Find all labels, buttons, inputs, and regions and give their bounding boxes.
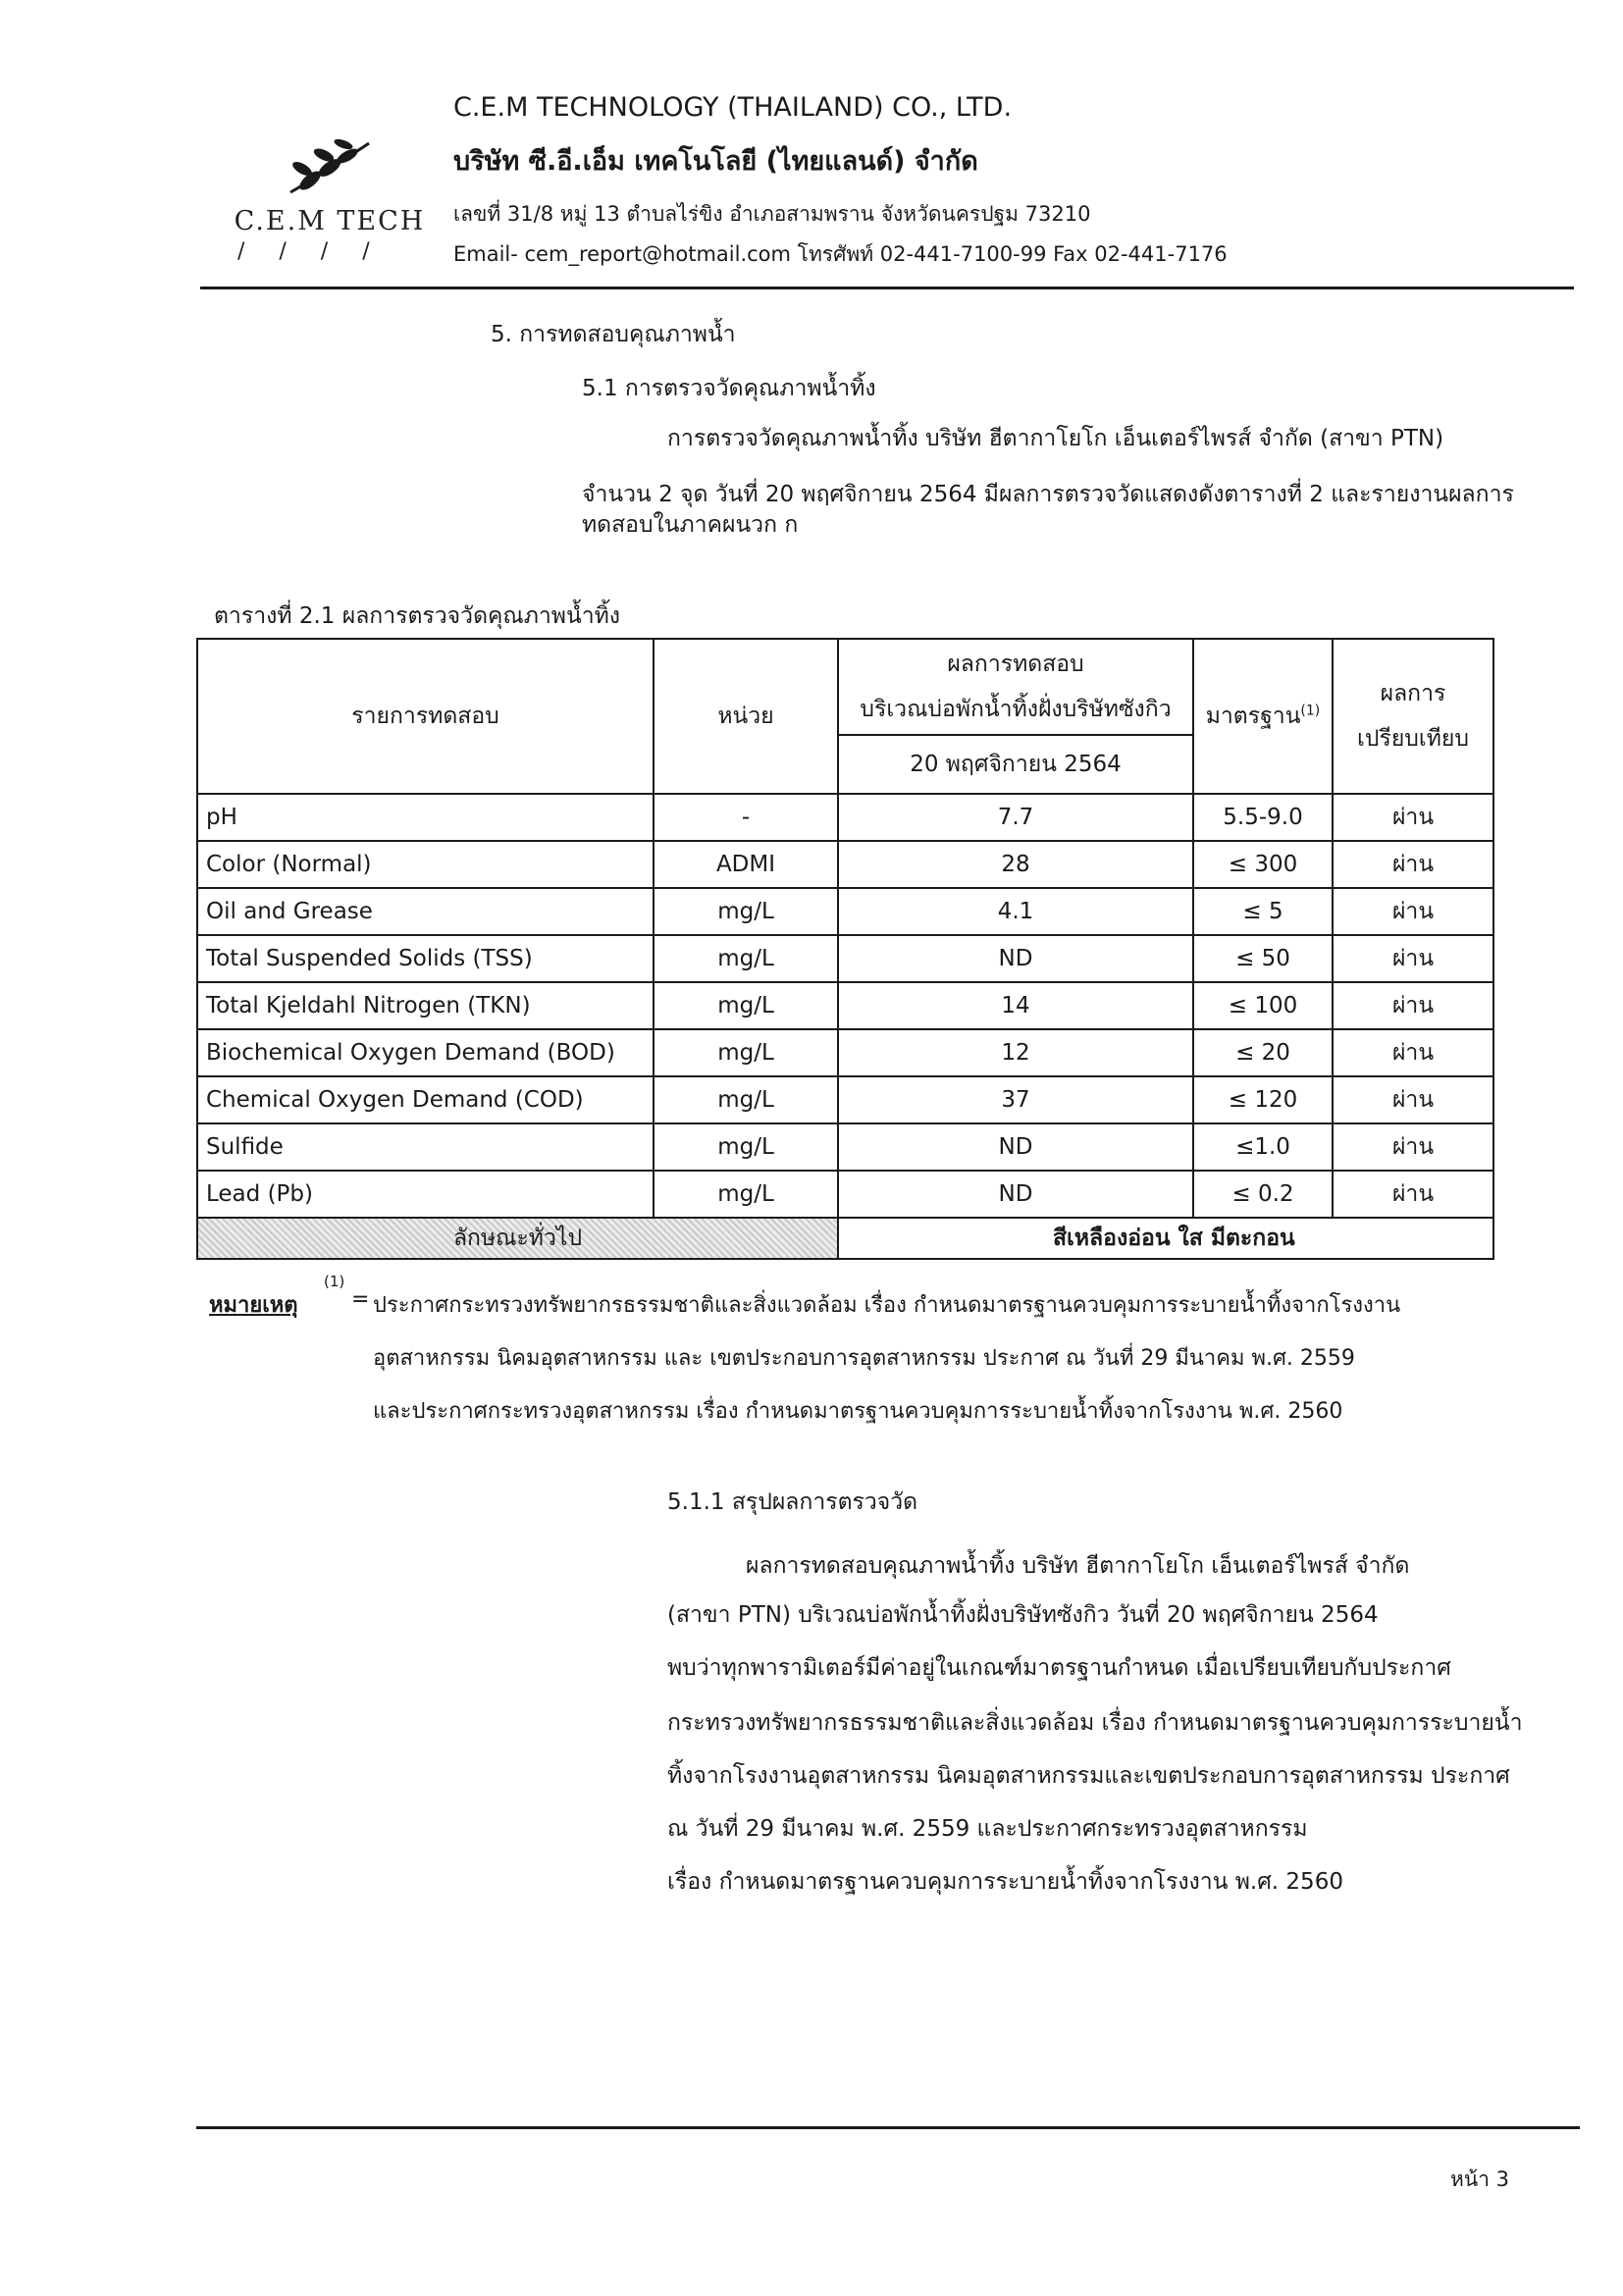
unit-cell: mg/L bbox=[654, 935, 838, 982]
unit-cell: mg/L bbox=[654, 1123, 838, 1171]
section-5-1-paragraph-line: ทดสอบในภาคผนวก ก bbox=[582, 512, 799, 538]
section-5-1-1-title: 5.1.1 สรุปผลการตรวจวัด bbox=[667, 1489, 918, 1515]
table-row bbox=[197, 841, 1493, 888]
header-unit: หน่วย bbox=[654, 639, 838, 794]
table-row bbox=[197, 1123, 1493, 1171]
section-5-title: 5. การทดสอบคุณภาพน้ำ bbox=[491, 322, 736, 347]
table-row bbox=[197, 1029, 1493, 1076]
company-contact: Email- cem_report@hotmail.com โทรศัพท์ 02-441-7100-99 Fax 02-441-7176 bbox=[453, 242, 1228, 266]
compare-cell: ผ่าน bbox=[1333, 888, 1493, 935]
result-cell: 7.7 bbox=[838, 794, 1193, 841]
result-cell: ND bbox=[838, 1171, 1193, 1218]
standard-cell: 5.5-9.0 bbox=[1193, 794, 1333, 841]
unit-cell: mg/L bbox=[654, 982, 838, 1029]
header-standard: มาตรฐาน$^{(1)}$ bbox=[1193, 639, 1333, 794]
appearance-value: สีเหลืองอ่อน ใส มีตะกอน bbox=[838, 1218, 1493, 1259]
unit-cell: mg/L bbox=[654, 1029, 838, 1076]
result-cell: ND bbox=[838, 935, 1193, 982]
standard-cell: ≤ 100 bbox=[1193, 982, 1333, 1029]
company-logo bbox=[232, 135, 428, 263]
table-row bbox=[197, 794, 1493, 841]
page-number: หน้า 3 bbox=[1450, 2167, 1510, 2191]
table-row bbox=[197, 935, 1493, 982]
compare-cell: ผ่าน bbox=[1333, 841, 1493, 888]
test-item-cell: Lead (Pb) bbox=[197, 1171, 654, 1218]
standard-cell: ≤ 5 bbox=[1193, 888, 1333, 935]
table-row bbox=[197, 1171, 1493, 1218]
appearance-label: ลักษณะทั่วไป bbox=[197, 1218, 838, 1259]
water-quality-table bbox=[196, 638, 1492, 1260]
test-item-cell: Biochemical Oxygen Demand (BOD) bbox=[197, 1029, 654, 1076]
leaf-branch-icon bbox=[281, 135, 379, 204]
unit-cell: mg/L bbox=[654, 1171, 838, 1218]
summary-line: (สาขา PTN) บริเวณบ่อพักน้ำทิ้งฝั่งบริษัทซังกิว วันที่ 20 พฤศจิกายน 2564 bbox=[667, 1602, 1379, 1628]
note-superscript: (1) bbox=[324, 1273, 345, 1290]
compare-cell: ผ่าน bbox=[1333, 1076, 1493, 1123]
section-5-1-title: 5.1 การตรวจวัดคุณภาพน้ำทิ้ง bbox=[582, 376, 876, 401]
compare-cell: ผ่าน bbox=[1333, 794, 1493, 841]
result-cell: 12 bbox=[838, 1029, 1193, 1076]
header-result-date: 20 พฤศจิกายน 2564 bbox=[910, 752, 1122, 777]
summary-line: ผลการทดสอบคุณภาพน้ำทิ้ง บริษัท ฮีตากาโยโก เอ็นเตอร์ไพรส์ จำกัด bbox=[746, 1553, 1410, 1579]
unit-cell: mg/L bbox=[654, 888, 838, 935]
compare-cell: ผ่าน bbox=[1333, 982, 1493, 1029]
header-item: รายการทดสอบ bbox=[197, 639, 654, 794]
table-row bbox=[197, 1076, 1493, 1123]
standard-cell: ≤ 300 bbox=[1193, 841, 1333, 888]
header-result-location: บริเวณบ่อพักน้ำทิ้งฝั่งบริษัทซังกิว bbox=[860, 697, 1172, 722]
note-label: หมายเหตุ bbox=[209, 1293, 298, 1318]
header-divider bbox=[200, 287, 1574, 289]
header-result bbox=[838, 639, 1193, 794]
unit-cell: - bbox=[654, 794, 838, 841]
summary-line: กระทรวงทรัพยากรธรรมชาติและสิ่งแวดล้อม เรื่อง กำหนดมาตรฐานควบคุมการระบายน้ำ bbox=[667, 1710, 1523, 1736]
standard-cell: ≤ 20 bbox=[1193, 1029, 1333, 1076]
summary-line: เรื่อง กำหนดมาตรฐานควบคุมการระบายน้ำทิ้งจากโรงงาน พ.ศ. 2560 bbox=[667, 1869, 1343, 1895]
header-compare: ผลการ เปรียบเทียบ bbox=[1333, 639, 1493, 794]
compare-cell: ผ่าน bbox=[1333, 1029, 1493, 1076]
company-name-th: บริษัท ซี.อี.เอ็ม เทคโนโลยี (ไทยแลนด์) จำกัด bbox=[453, 146, 978, 177]
standard-cell: ≤1.0 bbox=[1193, 1123, 1333, 1171]
section-5-1-paragraph-line: จำนวน 2 จุด วันที่ 20 พฤศจิกายน 2564 มีผลการตรวจวัดแสดงดังตารางที่ 2 และรายงานผลการ bbox=[582, 482, 1514, 507]
test-item-cell: Oil and Grease bbox=[197, 888, 654, 935]
standard-cell: ≤ 120 bbox=[1193, 1076, 1333, 1123]
company-name-en: C.E.M TECHNOLOGY (THAILAND) CO., LTD. bbox=[453, 92, 1013, 123]
appearance-row bbox=[197, 1218, 1493, 1259]
footer-divider bbox=[196, 2126, 1580, 2129]
standard-cell: ≤ 0.2 bbox=[1193, 1171, 1333, 1218]
summary-line: ณ วันที่ 29 มีนาคม พ.ศ. 2559 และประกาศกระทรวงอุตสาหกรรม bbox=[667, 1816, 1308, 1842]
compare-cell: ผ่าน bbox=[1333, 1171, 1493, 1218]
test-item-cell: Total Suspended Solids (TSS) bbox=[197, 935, 654, 982]
note-line: และประกาศกระทรวงอุตสาหกรรม เรื่อง กำหนดมาตรฐานควบคุมการระบายน้ำทิ้งจากโรงงาน พ.ศ. 2560 bbox=[373, 1399, 1343, 1424]
table-row bbox=[197, 888, 1493, 935]
table-row bbox=[197, 982, 1493, 1029]
unit-cell: mg/L bbox=[654, 1076, 838, 1123]
table-caption: ตารางที่ 2.1 ผลการตรวจวัดคุณภาพน้ำทิ้ง bbox=[214, 603, 620, 629]
note-equals: = bbox=[351, 1287, 370, 1312]
section-5-1-paragraph-line: การตรวจวัดคุณภาพน้ำทิ้ง บริษัท ฮีตากาโยโก เอ็นเตอร์ไพรส์ จำกัด (สาขา PTN) bbox=[667, 426, 1444, 451]
result-cell: 28 bbox=[838, 841, 1193, 888]
summary-line: พบว่าทุกพารามิเตอร์มีค่าอยู่ในเกณฑ์มาตรฐานกำหนด เมื่อเปรียบเทียบกับประกาศ bbox=[667, 1655, 1451, 1681]
header-standard-sup: (1) bbox=[1300, 703, 1321, 719]
test-item-cell: pH bbox=[197, 794, 654, 841]
result-cell: 37 bbox=[838, 1076, 1193, 1123]
logo-dashes: / / / / bbox=[237, 239, 384, 264]
header-result-title: ผลการทดสอบ bbox=[947, 652, 1084, 677]
result-cell: 14 bbox=[838, 982, 1193, 1029]
test-item-cell: Total Kjeldahl Nitrogen (TKN) bbox=[197, 982, 654, 1029]
compare-cell: ผ่าน bbox=[1333, 1123, 1493, 1171]
summary-line: ทิ้งจากโรงงานอุตสาหกรรม นิคมอุตสาหกรรมและเขตประกอบการอุตสาหกรรม ประกาศ bbox=[667, 1763, 1510, 1789]
note-line: อุตสาหกรรม นิคมอุตสาหกรรม และ เขตประกอบการอุตสาหกรรม ประกาศ ณ วันที่ 29 มีนาคม พ.ศ. 2559 bbox=[373, 1346, 1355, 1371]
logo-text: C.E.M TECH bbox=[234, 206, 426, 236]
result-cell: ND bbox=[838, 1123, 1193, 1171]
compare-cell: ผ่าน bbox=[1333, 935, 1493, 982]
company-address: เลขที่ 31/8 หมู่ 13 ตำบลไร่ขิง อำเภอสามพราน จังหวัดนครปฐม 73210 bbox=[453, 202, 1091, 226]
test-item-cell: Chemical Oxygen Demand (COD) bbox=[197, 1076, 654, 1123]
result-cell: 4.1 bbox=[838, 888, 1193, 935]
note-line: ประกาศกระทรวงทรัพยากรธรรมชาติและสิ่งแวดล้อม เรื่อง กำหนดมาตรฐานควบคุมการระบายน้ำทิ้งจากโรงงาน bbox=[373, 1293, 1401, 1318]
standard-cell: ≤ 50 bbox=[1193, 935, 1333, 982]
unit-cell: ADMI bbox=[654, 841, 838, 888]
test-item-cell: Sulfide bbox=[197, 1123, 654, 1171]
test-item-cell: Color (Normal) bbox=[197, 841, 654, 888]
